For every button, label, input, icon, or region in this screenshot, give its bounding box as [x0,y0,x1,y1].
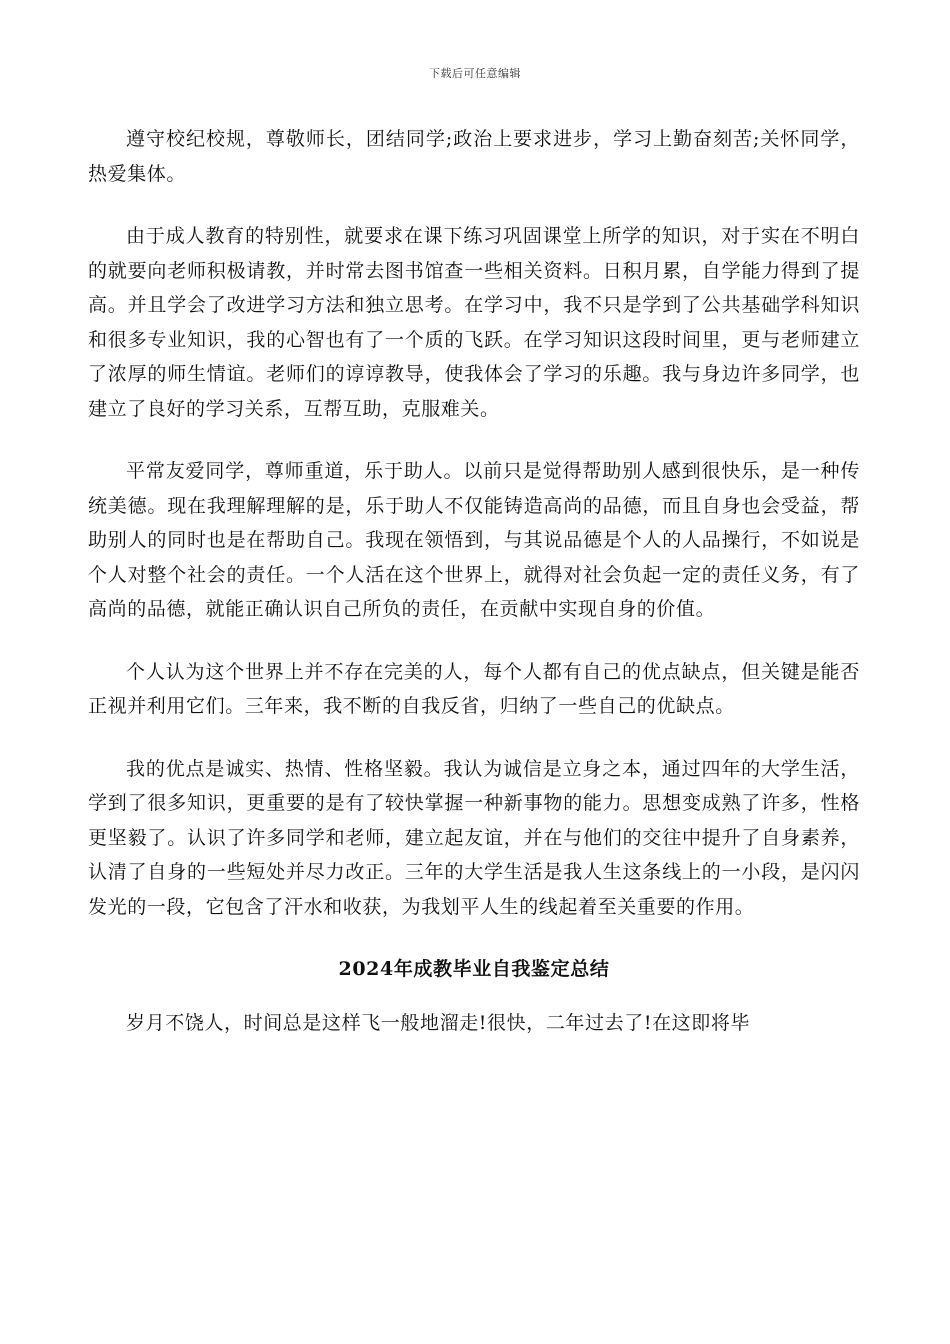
paragraph-5: 我的优点是诚实、热情、性格坚毅。我认为诚信是立身之本，通过四年的大学生活，学到了很多知识，更重要的是有了较快掌握一种新事物的能力。思想变成熟了许多，性格更坚毅了。认识了许多同学和老师，建立起友谊，并在与他们的交往中提升了自身素养，认清了自身的一些短处并尽力改正。三年的大学生活是我人生这条线上的一小段，是闪闪发光的一段，它包含了汗水和收获，为我划平人生的线起着至关重要的作用。 [88,757,860,918]
paragraph-4: 个人认为这个世界上并不存在完美的人，每个人都有自己的优点缺点，但关键是能否正视并利用它们。三年来，我不断的自我反省，归纳了一些自己的优缺点。 [88,660,860,717]
paragraph-2: 由于成人教育的特别性，就要求在课下练习巩固课堂上所学的知识，对于实在不明白的就要向老师积极请教，并时常去图书馆查一些相关资料。日积月累，自学能力得到了提高。并且学会了改进学习方法和独立思考。在学习中，我不只是学到了公共基础学科知识和很多专业知识，我的心智也有了一个质的飞跃。在学习知识这段时间里，更与老师建立了浓厚的师生情谊。老师们的谆谆教导，使我体会了学习的乐趣。我与身边许多同学，也建立了良好的学习关系，互帮互助，克服难关。 [88,225,860,420]
section-title: 2024年成教毕业自我鉴定总结 [338,958,610,980]
page-header: 下载后可任意编辑 [429,67,521,80]
paragraph-6: 岁月不饶人，时间总是这样飞一般地溜走!很快，二年过去了!在这即将毕 [126,1012,751,1034]
document-body [88,122,860,1069]
paragraph-1: 遵守校纪校规，尊敬师长，团结同学;政治上要求进步，学习上勤奋刻苦;关怀同学，热爱集体。 [88,128,860,185]
paragraph-3: 平常友爱同学，尊师重道，乐于助人。以前只是觉得帮助别人感到很快乐，是一种传统美德。现在我理解理解的是，乐于助人不仅能铸造高尚的品德，而且自身也会受益，帮助别人的同时也是在帮助自己。我现在领悟到，与其说品德是个人的人品操行，不如说是个人对整个社会的责任。一个人活在这个世界上，就得对社会负起一定的责任义务，有了高尚的品德，就能正确认识自己所负的责任，在贡献中实现自身的价值。 [88,460,860,620]
